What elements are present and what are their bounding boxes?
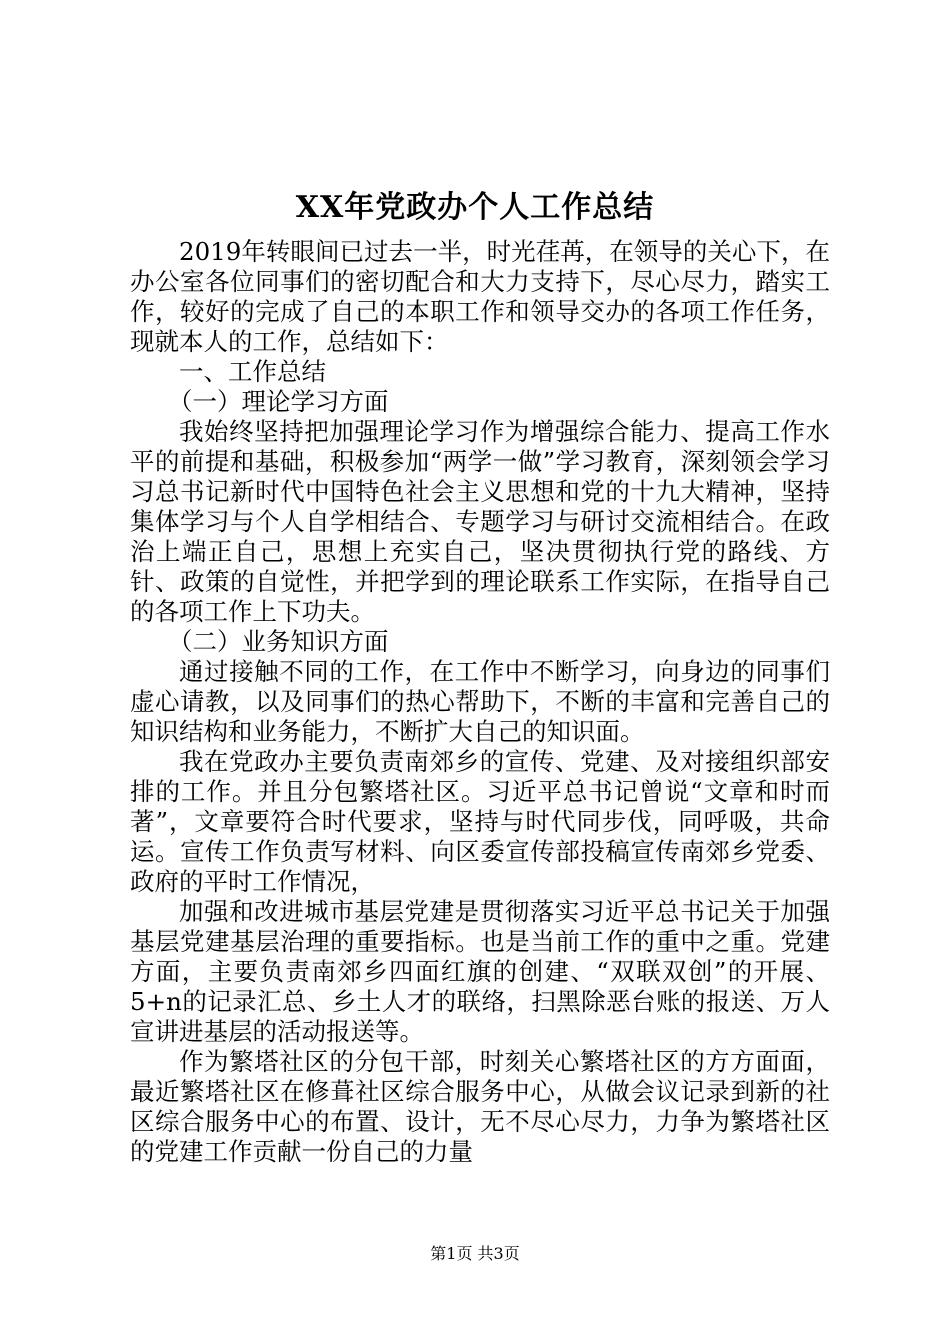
business-knowledge-paragraph: 通过接触不同的工作，在工作中不断学习，向身边的同事们虚心请教，以及同事们的热心帮助下，不断的丰富和完善自己的知识结构和业务能力，不断扩大自己的知识面。 <box>130 657 830 746</box>
page-number-footer: 第1页 共3页 <box>430 1244 520 1263</box>
section-heading-work-summary: 一、工作总结 <box>179 357 326 386</box>
subsection-heading-business-knowledge: （二）业务知识方面 <box>167 627 389 656</box>
subsection-heading-theory-study: （一）理论学习方面 <box>167 387 389 416</box>
intro-paragraph: 2019年转眼间已过去一半，时光荏苒，在领导的关心下，在办公室各位同事们的密切配合和大力支持下，尽心尽力，踏实工作，较好的完成了自己的本职工作和领导交办的各项工作任务，现就本人的工作，总结如下： <box>130 237 830 356</box>
responsibilities-paragraph: 我在党政办主要负责南郊乡的宣传、党建、及对接组织部安排的工作。并且分包繁塔社区。习近平总书记曾说“文章和时而著”，文章要符合时代要求，坚持与时代同步伐，同呼吸，共命运。宣传工作负责写材料、向区委宣传部投稿宣传南郊乡党委、政府的平时工作情况， <box>130 747 830 896</box>
community-work-paragraph: 作为繁塔社区的分包干部，时刻关心繁塔社区的方方面面，最近繁塔社区在修葺社区综合服务中心，从做会议记录到新的社区综合服务中心的布置、设计，无不尽心尽力，力争为繁塔社区的党建工作贡献一份自己的力量 <box>130 1047 830 1166</box>
theory-study-paragraph: 我始终坚持把加强理论学习作为增强综合能力、提高工作水平的前提和基础，积极参加“两学一做”学习教育，深刻领会学习习总书记新时代中国特色社会主义思想和党的十九大精神，坚持集体学习与个人自学相结合、专题学习与研讨交流相结合。在政治上端正自己，思想上充实自己，坚决贯彻执行党的路线、方针、政策的自觉性，并把学到的理论联系工作实际，在指导自己的各项工作上下功夫。 <box>130 417 830 626</box>
party-building-paragraph: 加强和改进城市基层党建是贯彻落实习近平总书记关于加强基层党建基层治理的重要指标。也是当前工作的重中之重。党建方面，主要负责南郊乡四面红旗的创建、“双联双创”的开展、5+n的记录汇总、乡土人才的联络，扫黑除恶台账的报送、万人宣讲进基层的活动报送等。 <box>130 897 830 1046</box>
document-body <box>130 237 830 1167</box>
document-title: XX年党政办个人工作总结 <box>295 190 655 225</box>
